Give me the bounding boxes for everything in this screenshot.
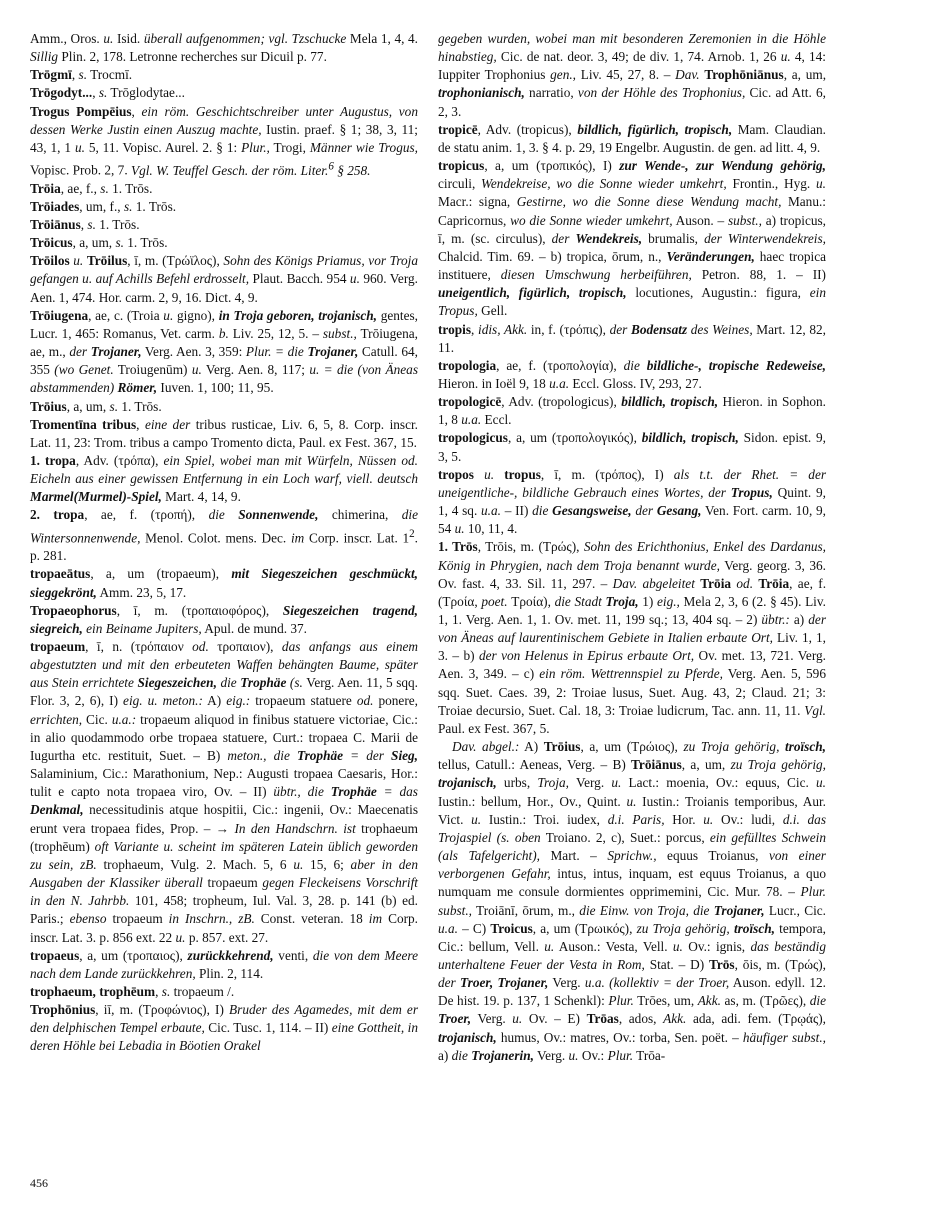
dictionary-entry: Trōius, a, um, s. 1. Trōs. bbox=[30, 398, 162, 414]
dictionary-entry: Trōia, ae, f., s. 1. Trōs. bbox=[30, 180, 153, 196]
dictionary-entry: Tropaeophorus, ī, m. (τροπαιοφόρος), Siegeszeichen tragend, siegreich, ein Beiname Jupiters, Apul. de mund. 37. bbox=[30, 602, 418, 636]
dictionary-entry: Trōgmī, s. Trocmī. bbox=[30, 67, 133, 83]
dictionary-entry: tropologicē, Adv. (tropologicus), bildlich, tropisch, Hieron. in Sophon. 1, 8 u.a. Eccl. bbox=[438, 394, 826, 428]
dictionary-entry: 1. Trōs, Trōis, m. (Τρώς), Sohn des Erichthonius, Enkel des Dardanus, König in Phrygien, nach dem Troja benannt wurde, Verg. georg. 3, 36. Ov. fast. 4, 33. Sil. 11, 297. – Dav. abgeleitet Trōia od. Trōia, ae, f. (Τροία, poet. Τροία), die Stadt Troja, 1) eig., Mela 2, 3, 6 (2. § 45). Liv. 1, 1. Verg. Aen. 1, 1. Ov. met. 11, 199 sq.; 13, 404 sq. – 2) übtr.: a) der von Äneas auf laurentinischem Gebiete in Italien erbaute Ort, Liv. 1, 1, 3. – b) der von Helenus in Epirus erbaute Ort, Ov. met. 13, 721. Verg. Aen. 3, 349. – c) ein röm. Wettrennspiel zu Pferde, Verg. Aen. 5, 596 sqq. Suet. Caes. 39, 2: Troiae lusus, Suet. Aug. 43, 2; Claud. 21; 3: Troiae decursio, Suet. Cal. 18, 3: Troiae ludicrum, Tac. ann. 11, 11. Vgl. Paul. ex Fest. 367, 5. bbox=[438, 539, 827, 736]
dictionary-entry: Tromentīna tribus, eine der tribus rusticae, Liv. 6, 5, 8. Corp. inscr. Lat. 11, 23: Trom. tribus a campo Tromento dicta, Paul. ex Fest. 367, 15. bbox=[30, 416, 419, 450]
dictionary-entry: Trogus Pompēius, ein röm. Geschichtschreiber unter Augustus, von dessen Werke Justin einen Auszug machte, Iustin. praef. § 1; 38, 3, 11; 43, 1, 1 u. 5, 11. Vopisc. Aurel. 2. § 1: Plur., Trogi, Männer wie Trogus, Vopisc. Prob. 2, 7. Vgl. W. Teuffel Gesch. der röm. Liter.$^6$ § 258. bbox=[30, 103, 418, 178]
dictionary-entry: Trōilos u. Trōilus, ī, m. (Τρώϊλος), Sohn des Königs Priamus, vor Troja gefangen u. auf Achills Befehl erdrosselt, Plaut. Bacch. 954 u. 960. Verg. Aen. 1, 474. Hor. carm. 2, 9, 16. Dict. 4, 9. bbox=[30, 253, 418, 305]
page-number: 456 bbox=[30, 1176, 48, 1190]
dictionary-entry: 2. tropa, ae, f. (τροπή), die Sonnenwende, chimerina, die Wintersonnenwende, Menol. Colot. mens. Dec. im Corp. inscr. Lat. $1^2$. p. 281. bbox=[30, 507, 418, 564]
dictionary-entry: tropis, idis, Akk. in, f. (τρόπις), der Bodensatz des Weines, Mart. 12, 82, 11. bbox=[438, 321, 827, 355]
dictionary-entry: Trōiānus, s. 1. Trōs. bbox=[30, 216, 140, 232]
left-column bbox=[30, 30, 418, 1056]
dictionary-entry: Trōgodyt..., s. Trōglodytae... bbox=[30, 85, 185, 101]
dictionary-entry: tropos u. tropus, ī, m. (τρόπος), I) als t.t. der Rhet. = der uneigentliche-, bildliche Gebrauch eines Wortes, der Tropus, Quint. 9, 1, 4 sq. u.a. – II) die Gesangsweise, der Gesang, Ven. Fort. carm. 10, 9, 54 u. 10, 11, 4. bbox=[438, 466, 827, 537]
dictionary-entry: Trōicus, a, um, s. 1. Trōs. bbox=[30, 235, 168, 251]
dictionary-entry: Trophōnius, iī, m. (Τροφώνιος), I) Bruder des Agamedes, mit dem er den delphischen Tempel erbaute, Cic. Tusc. 1, 114. – II) eine Gottheit, in deren Höhle bei Lebadia in Böotien Orakel bbox=[30, 1002, 418, 1054]
dictionary-entry: Dav. abgel.: A) Trōius, a, um (Τρώιος), zu Troja gehörig, troïsch, tellus, Catull.: Aeneas, Verg. – B) Trōiānus, a, um, zu Troja gehörig, trojanisch, urbs, Troja, Verg. u. Lact.: moenia, Ov.: equus, Cic. u. Iustin.: bellum, Hor., Ov., Quint. u. Iustin.: Troianis temporibus, Aur. Vict. u. Iustin.: Troi. iudex, d.i. Paris, Hor. u. Ov.: ludi, d.i. das Trojaspiel (s. oben Troiano. 2, c), Suet.: porcus, ein gefülltes Schwein (als Tafelgericht), Mart. – Sprichw., equus Troianus, von einer verborgenen Gefahr, intus, intus, inquam, est equus Troianus, a quo numquam me consule dormientes opprimemini, Cic. Mur. 78. – Plur. subst., Troiānī, ōrum, m., die Einw. von Troja, die Trojaner, Lucr., Cic. u.a. – C) Troicus, a, um (Τρωικός), zu Troja gehörig, troïsch, tempora, Cic.: bellum, Vell. u. Auson.: Vesta, Vell. u. Ov.: ignis, das beständig unterhaltene Feuer der Vesta in Rom, Stat. – D) Trōs, ōis, m. (Τρώς), der Troer, Trojaner, Verg. u.a. (kollektiv = der Troer, Auson. edyll. 12. De hist. 19. p. 137, 1 Schenkl): Plur. Trōes, um, Akk. as, m. (Τρῶες), die Troer, Verg. u. Ov. – E) Trōas, ados, Akk. ada, adi. fem. (Τρῳάς), trojanisch, humus, Ov.: matres, Ov.: torba, Sen. poët. – häufiger subst., a) die Trojanerin, Verg. u. Ov.: Plur. Trōa- bbox=[438, 739, 827, 1063]
dictionary-entry: tropologicus, a, um (τροπολογικός), bildlich, tropisch, Sidon. epist. 9, 3, 5. bbox=[438, 430, 826, 464]
dictionary-entry: 1. tropa, Adv. (τρόπα), ein Spiel, wobei man mit Würfeln, Nüssen od. Eicheln aus einer gewissen Entfernung in ein Loch warf, viell. deutsch Marmel(Murmel)-Spiel, Mart. 4, 14, 9. bbox=[30, 453, 418, 505]
dictionary-entry: Amm., Oros. u. Isid. überall aufgenommen; vgl. Tzschucke Mela 1, 4, 4. Sillig Plin. 2, 178. Letronne recherches sur Dicuil p. 77. bbox=[30, 31, 418, 65]
dictionary-entry: Trōiades, um, f., s. 1. Trōs. bbox=[30, 198, 177, 214]
dictionary-entry: tropologia, ae, f. (τροπολογία), die bildliche-, tropische Redeweise, Hieron. in Ioël 9, 18 u.a. Eccl. Gloss. IV, 293, 27. bbox=[438, 357, 827, 391]
dictionary-entry: tropaeātus, a, um (tropaeum), mit Siegeszeichen geschmückt, sieggekrönt, Amm. 23, 5, 17. bbox=[30, 566, 418, 600]
dictionary-entry: tropaeus, a, um (τροπαιος), zurückkehrend, venti, die von dem Meere nach dem Lande zurückkehren, Plin. 2, 114. bbox=[30, 947, 418, 981]
dictionary-entry: tropicus, a, um (τροπικός), I) zur Wende-, zur Wendung gehörig, circuli, Wendekreise, wo die Sonne wieder umkehrt, Frontin., Hyg. u. Macr.: signa, Gestirne, wo die Sonne diese Wendung macht, Manu.: Capricornus, wo die Sonne wieder umkehrt, Auson. – subst., a) tropicus, ī, m. (sc. circulus), der Wendekreis, brumalis, der Winterwendekreis, Chalcid. Tim. 69. – b) tropica, ōrum, n., Veränderungen, haec tropica instituere, diesen Umschwung herbeiführen, Petron. 88, 1. – II) uneigentlich, figürlich, tropisch, locutiones, Augustin.: figura, ein Tropus, Gell. bbox=[438, 158, 827, 319]
dictionary-entry: tropicē, Adv. (tropicus), bildlich, figürlich, tropisch, Mam. Claudian. de statu anim. 1, 3. § 4. p. 29, 19 Engelbr. Augustin. de gen. ad litt. 4, 9. bbox=[438, 121, 826, 155]
dictionary-entry: Trōiugena, ae, c. (Troia u. gigno), in Troja geboren, trojanisch, gentes, Lucr. 1, 465: Romanus, Vet. carm. b. Liv. 25, 12, 5. – subst., Trōiugena, ae, m., der Trojaner, Verg. Aen. 3, 359: Plur. = die Trojaner, Catull. 64, 355 (wo Genet. Troiugenūm) u. Verg. Aen. 8, 117; u. = die (von Äneas abstammenden) Römer, Iuven. 1, 100; 11, 95. bbox=[30, 307, 419, 396]
dictionary-entry: tropaeum, ī, n. (τρόπαιον od. τροπαιον), das anfangs aus einem abgestutzten und mit den erbeuteten Waffen behängten Baume, später aus Stein errichtete Siegeszeichen, die Trophäe (s. Verg. Aen. 11, 5 sqq. Flor. 3, 2, 6), I) eig. u. meton.: A) eig.: tropaeum statuere od. ponere, errichten, Cic. u.a.: tropaeum aliquod in finibus statuere victoriae, Cic.: in alio quodammodo orbe tropaea statuere, Curt.: tropaea C. Marii de Iugurtha etc. restituit, Suet. – B) meton., die Trophäe = der Sieg, Salaminium, Cic.: Marathonium, Nep.: Augusti tropaea Caesaris, Hor.: tulit e capto nota tropaea viro, Ov. – II) übtr., die Trophäe = das Denkmal, necessitudinis atque hospitii, Cic.: ingenii, Ov.: Maecenatis erunt vera tropaea fides, Prop. – → In den Handschrn. ist trophaeum (trophēum) oft Variante u. scheint im späteren Latein üblich geworden zu sein, zB. trophaeum, Vulg. 2. Mach. 5, 6 u. 15, 6; aber in den Ausgaben der Klassiker überall tropaeum gegen Fleckeisens Vorschrift in den N. Jahrbb. 101, 458; tropheum, Iul. Val. 3, 28. p. 141 (b) ed. Paris.; ebenso tropaeum in Inschrn., zB. Const. veteran. 18 im Corp. inscr. Lat. 3. p. 856 ext. 22 u. p. 857. ext. 27. bbox=[30, 639, 419, 945]
dictionary-entry: gegeben wurden, wobei man mit besonderen Zeremonien in die Höhle hinabstieg, Cic. de nat. deor. 3, 49; de div. 1, 74. Arnob. 1, 26 u. 4, 14: Iuppiter Trophonius gen., Liv. 45, 27, 8. – Dav. Trophōniānus, a, um, trophonianisch, narratio, von der Höhle des Trophonius, Cic. ad Att. 6, 2, 3. bbox=[438, 31, 827, 119]
right-column bbox=[438, 30, 826, 1065]
dictionary-entry: trophaeum, trophēum, s. tropaeum /. bbox=[30, 983, 235, 999]
